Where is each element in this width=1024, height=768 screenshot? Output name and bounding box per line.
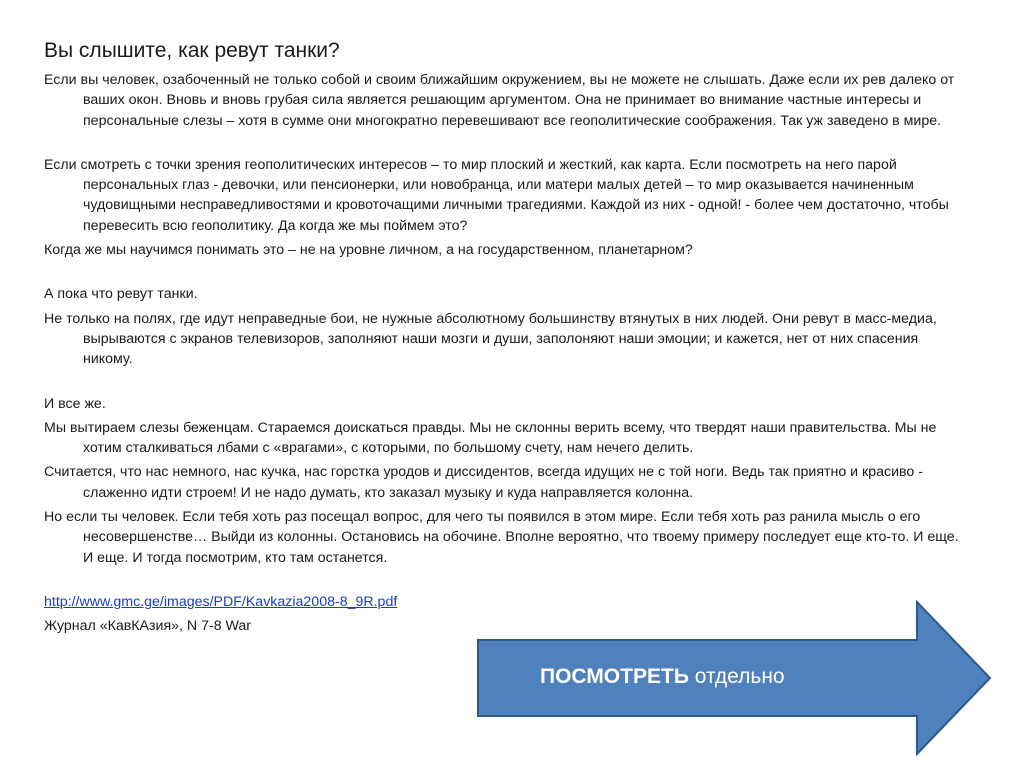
paragraph-spacer (44, 572, 964, 592)
paragraph-1: Если вы человек, озабоченный не только собой и своим ближайшим окружением, вы не можете не слышать. Даже если их рев далеко от ваших окон. Вновь и вновь грубая сила является решающим аргументом. Она не принимает во внимание частные интересы и персональные слезы – хотя в сумме они многократно перевешивают все геополитические соображения. Так уж заведено в мире. (44, 72, 955, 129)
slide-title: Вы слышите, как ревут танки? (44, 39, 340, 62)
paragraph-4: А пока что ревут танки. (44, 286, 198, 303)
paragraph-3: Когда же мы научимся понимать это – не на уровне личном, а на государственном, планетарном? (44, 242, 693, 259)
paragraph-spacer (44, 374, 964, 394)
article-body (44, 70, 964, 641)
paragraph-9: Но если ты человек. Если тебя хоть раз посещал вопрос, для чего ты появился в этом мире. Если тебя хоть раз ранила мысль о его несовершенстве… Выйди из колонны. Остановись на обочине. Вполне вероятно, что твоему примеру последует еще кто-то. И еще. И еще. И тогда посмотрим, кто там останется. (44, 509, 959, 566)
view-button-label-bold: ПОСМОТРЕТЬ (540, 665, 689, 688)
paragraph-5: Не только на полях, где идут неправедные бои, не нужные абсолютному большинству втянутых в них людей. Они ревут в масс-медиа, вырываются с экранов телевизоров, заполняют наши мозги и души, заполоняют наши эмоции; и кажется, нет от них спасения никому. (44, 310, 937, 368)
paragraph-spacer (44, 135, 964, 155)
paragraph-6: И все же. (44, 395, 106, 412)
paragraph-7: Мы вытираем слезы беженцам. Стараемся доискаться правды. Мы не склонны верить всему, что твердят наши правительства. Мы не хотим сталкиваться лбами с «врагами», с которыми, по большому счету, нам нечего делить. (44, 419, 937, 457)
view-button-label-rest: отдельно (694, 665, 785, 688)
view-separately-button[interactable] (474, 600, 994, 756)
view-button-label (540, 664, 785, 690)
paragraph-2: Если смотреть с точки зрения геополитических интересов – то мир плоский и жесткий, как карта. Если посмотреть на него парой персональных глаз - девочки, или пенсионерки, или новобранца, или матери малых детей – то мир оказывается начиненным чудовищными несправедливостями и кровоточащими личными трагедиями. Каждой из них - одной! - более чем достаточно, чтобы перевесить всю геополитику. Да когда же мы поймем это? (44, 156, 949, 234)
paragraph-8: Считается, что нас немного, нас кучка, нас горстка уродов и диссидентов, всегда идущих не с той ноги. Ведь так приятно и красиво - слаженно идти строем! И не надо думать, кто заказал музыку и куда направляется колонна. (44, 464, 923, 501)
source-link[interactable]: http://www.gmc.ge/images/PDF/Kavkazia2008-8_9R.pdf (44, 593, 398, 610)
paragraph-spacer (44, 264, 964, 284)
source-caption: Журнал «КавКАзия», N 7-8 War (44, 618, 252, 635)
